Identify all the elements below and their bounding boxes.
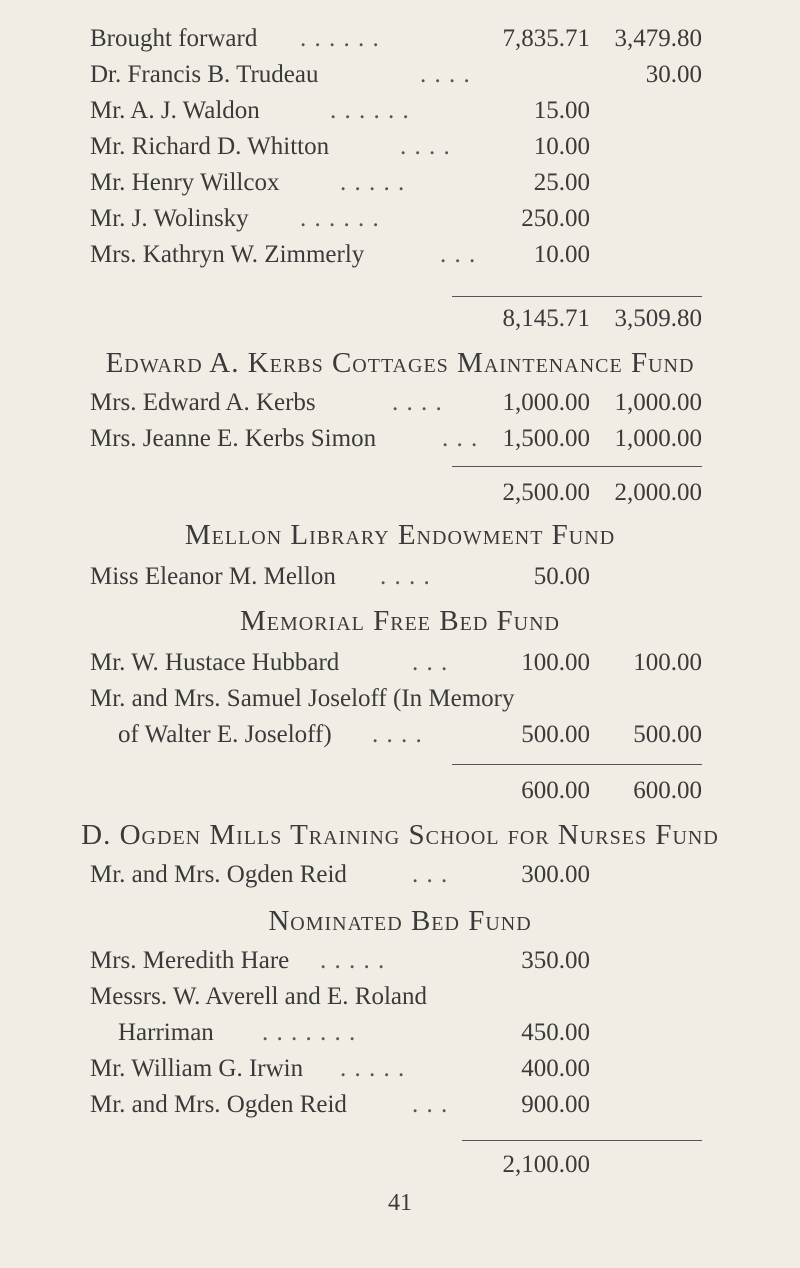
leader-dots: . . . .	[392, 389, 443, 416]
donor-name: Miss Eleanor M. Mellon	[90, 563, 336, 590]
donor-name: Mr. J. Wolinsky	[90, 205, 249, 232]
leader-dots: . . . . . . .	[262, 1019, 357, 1046]
donor-name: Mr. Richard D. Whitton	[90, 133, 330, 160]
amount-col1: 1,000.00	[502, 389, 590, 416]
donor-name: Dr. Francis B. Trudeau	[90, 61, 319, 88]
amount-col1: 300.00	[521, 861, 590, 888]
leader-dots: . . . . . .	[300, 205, 380, 232]
entry-row	[0, 1054, 800, 1084]
entry-row	[0, 132, 800, 162]
leader-dots: . . .	[412, 861, 449, 888]
leader-dots: . . .	[412, 1091, 449, 1118]
donor-name: Mr. A. J. Waldon	[90, 97, 260, 124]
entry-row	[0, 720, 800, 750]
total-col1: 600.00	[521, 777, 590, 804]
fund-heading-mellon: Mellon Library Endowment Fund	[184, 519, 616, 551]
brought-forward-row	[0, 24, 800, 54]
page-number: 41	[388, 1190, 412, 1216]
total-row	[0, 478, 800, 508]
donor-name: Mrs. Jeanne E. Kerbs Simon	[90, 425, 377, 452]
amount-col2: 1,000.00	[614, 389, 702, 416]
fund-heading-nominated: Nominated Bed Fund	[268, 905, 532, 937]
leader-dots: . . .	[412, 649, 449, 676]
entry-row	[0, 424, 800, 454]
donor-name: Mr. Henry Willcox	[90, 169, 280, 196]
donor-name: Mrs. Edward A. Kerbs	[90, 389, 316, 416]
entry-row	[0, 946, 800, 976]
brought-forward-label: Brought forward	[90, 25, 258, 52]
leader-dots: . . . .	[420, 61, 471, 88]
entry-row	[0, 1090, 800, 1120]
leader-dots: . . . . .	[340, 1055, 406, 1082]
donor-name: of Walter E. Joseloff)	[118, 721, 332, 748]
amount-col1: 900.00	[521, 1091, 590, 1118]
amount-col1: 1,500.00	[502, 425, 590, 452]
amount-col1: 100.00	[521, 649, 590, 676]
entry-row	[0, 648, 800, 678]
entry-row	[0, 1018, 800, 1048]
amount-col1: 500.00	[521, 721, 590, 748]
amount-col1: 7,835.71	[502, 25, 590, 52]
total-col2: 3,509.80	[614, 305, 702, 332]
amount-col1: 350.00	[521, 947, 590, 974]
fund-heading-mills: D. Ogden Mills Training School for Nurses Fund	[81, 819, 719, 851]
donor-name: Mr. and Mrs. Samuel Joseloff (In Memory	[90, 685, 515, 712]
donor-name: Harriman	[118, 1019, 214, 1046]
donor-name: Mr. William G. Irwin	[90, 1055, 304, 1082]
fund-heading-kerbs: Edward A. Kerbs Cottages Maintenance Fund	[105, 347, 695, 379]
amount-col1: 400.00	[521, 1055, 590, 1082]
total-col2: 600.00	[633, 777, 702, 804]
entry-row	[0, 684, 800, 714]
donor-name: Mr. and Mrs. Ogden Reid	[90, 1091, 347, 1118]
entry-row	[0, 388, 800, 418]
leader-dots: . . . .	[372, 721, 423, 748]
amount-col2: 3,479.80	[614, 25, 702, 52]
amount-col1: 50.00	[533, 563, 590, 590]
total-col1: 2,100.00	[502, 1151, 590, 1178]
amount-col1: 15.00	[533, 97, 590, 124]
total-row	[0, 1150, 800, 1180]
leader-dots: . . . .	[380, 563, 431, 590]
entry-row	[0, 204, 800, 234]
donor-name: Mr. W. Hustace Hubbard	[90, 649, 340, 676]
donor-name: Messrs. W. Averell and E. Roland	[90, 983, 427, 1010]
amount-col1: 25.00	[533, 169, 590, 196]
entry-row	[0, 240, 800, 270]
amount-col2: 30.00	[645, 61, 702, 88]
fund-heading-memorial: Memorial Free Bed Fund	[239, 605, 560, 637]
total-rule	[452, 296, 702, 297]
total-col1: 2,500.00	[502, 479, 590, 506]
total-col1: 8,145.71	[502, 305, 590, 332]
leader-dots: . . . . . .	[330, 97, 410, 124]
leader-dots: . . .	[442, 425, 479, 452]
amount-col1: 450.00	[521, 1019, 590, 1046]
total-col2: 2,000.00	[614, 479, 702, 506]
leader-dots: . . .	[440, 241, 477, 268]
total-row	[0, 776, 800, 806]
amount-col1: 10.00	[533, 241, 590, 268]
donor-name: Mrs. Kathryn W. Zimmerly	[90, 241, 365, 268]
amount-col2: 1,000.00	[614, 425, 702, 452]
amount-col1: 10.00	[533, 133, 590, 160]
leader-dots: . . . . .	[340, 169, 406, 196]
leader-dots: . . . . .	[320, 947, 386, 974]
total-row	[0, 304, 800, 334]
total-rule	[462, 1140, 702, 1141]
total-rule	[452, 466, 702, 467]
entry-row	[0, 168, 800, 198]
amount-col2: 100.00	[633, 649, 702, 676]
amount-col1: 250.00	[521, 205, 590, 232]
donor-name: Mr. and Mrs. Ogden Reid	[90, 861, 347, 888]
leader-dots: . . . .	[400, 133, 451, 160]
entry-row	[0, 982, 800, 1012]
entry-row	[0, 562, 800, 592]
amount-col2: 500.00	[633, 721, 702, 748]
total-rule	[452, 764, 702, 765]
donor-name: Mrs. Meredith Hare	[90, 947, 290, 974]
entry-row	[0, 96, 800, 126]
leader-dots: . . . . . .	[300, 25, 380, 52]
entry-row	[0, 860, 800, 890]
entry-row	[0, 60, 800, 90]
